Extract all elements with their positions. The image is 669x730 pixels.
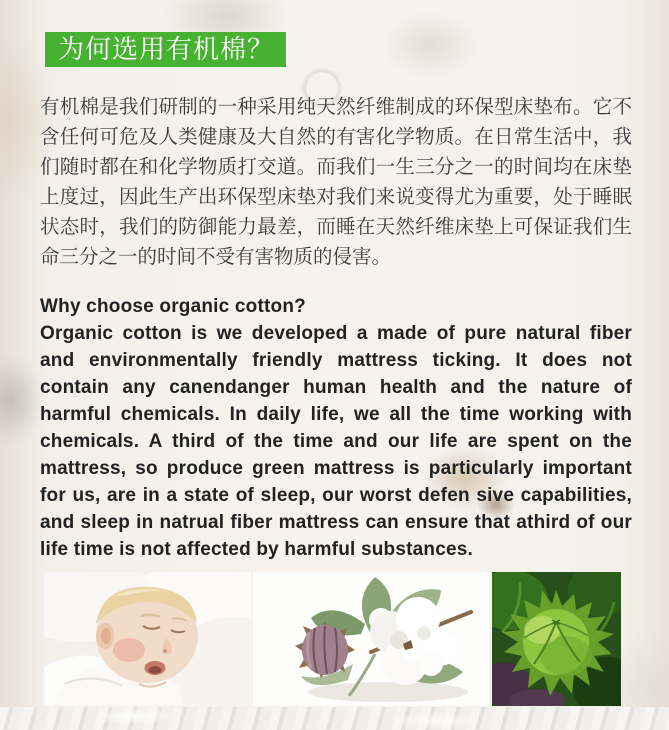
chinese-paragraph [40, 92, 632, 272]
text-line: for us, are in a state of sleep, our worst defen sive capabilities, [40, 485, 632, 506]
text-line: 有机棉是我们研制的一种采用纯天然纤维制成的环保型床垫布。它不 [40, 96, 632, 118]
sleeping-baby-photo [44, 572, 251, 706]
text-line: chemicals. A third of the time and our life are spent on the [40, 431, 632, 452]
sleeping-baby-illustration [44, 572, 251, 706]
text-line: 上度过，因此生产出环保型床垫对我们来说变得尤为重要，处于睡眠 [40, 186, 632, 208]
cotton-branch-photo [253, 572, 489, 706]
text-line: 命三分之一的时间不受有害物质的侵害。 [40, 246, 392, 268]
text-line: 状态时，我们的防御能力最差，而睡在天然纤维床垫上可保证我们生 [40, 216, 632, 238]
fabric-texture-strip [0, 707, 669, 730]
text-line: contain any canendanger human health and the nature of [40, 377, 632, 398]
text-line: life time is not affected by harmful substances. [40, 539, 473, 560]
text-line: and environmentally friendly mattress ticking. It does not [40, 350, 632, 371]
cotton-branch-illustration [253, 572, 489, 706]
text-line: 们随时都在和化学物质打交道。而我们一生三分之一的时间均在床垫 [40, 156, 632, 178]
section-title-banner [45, 32, 286, 67]
english-paragraph [40, 293, 632, 563]
english-body [40, 320, 632, 563]
text-line: and sleep in natrual fiber mattress can ensure that athird of our [40, 512, 632, 533]
green-cotton-boll-illustration [492, 572, 621, 706]
text-line: mattress, so produce green mattress is particularly important [40, 458, 632, 479]
english-heading: Why choose organic cotton? [40, 296, 306, 317]
text-line: Organic cotton is we developed a made of pure natural fiber [40, 323, 632, 344]
text-line: 含任何可危及人类健康及大自然的有害化学物质。在日常生活中，我 [40, 126, 632, 148]
text-line: harmful chemicals. In daily life, we all the time working with [40, 404, 632, 425]
green-cotton-boll-photo [492, 572, 621, 706]
photo-row [44, 572, 621, 706]
section-title: 为何选用有机棉？ [58, 34, 275, 64]
